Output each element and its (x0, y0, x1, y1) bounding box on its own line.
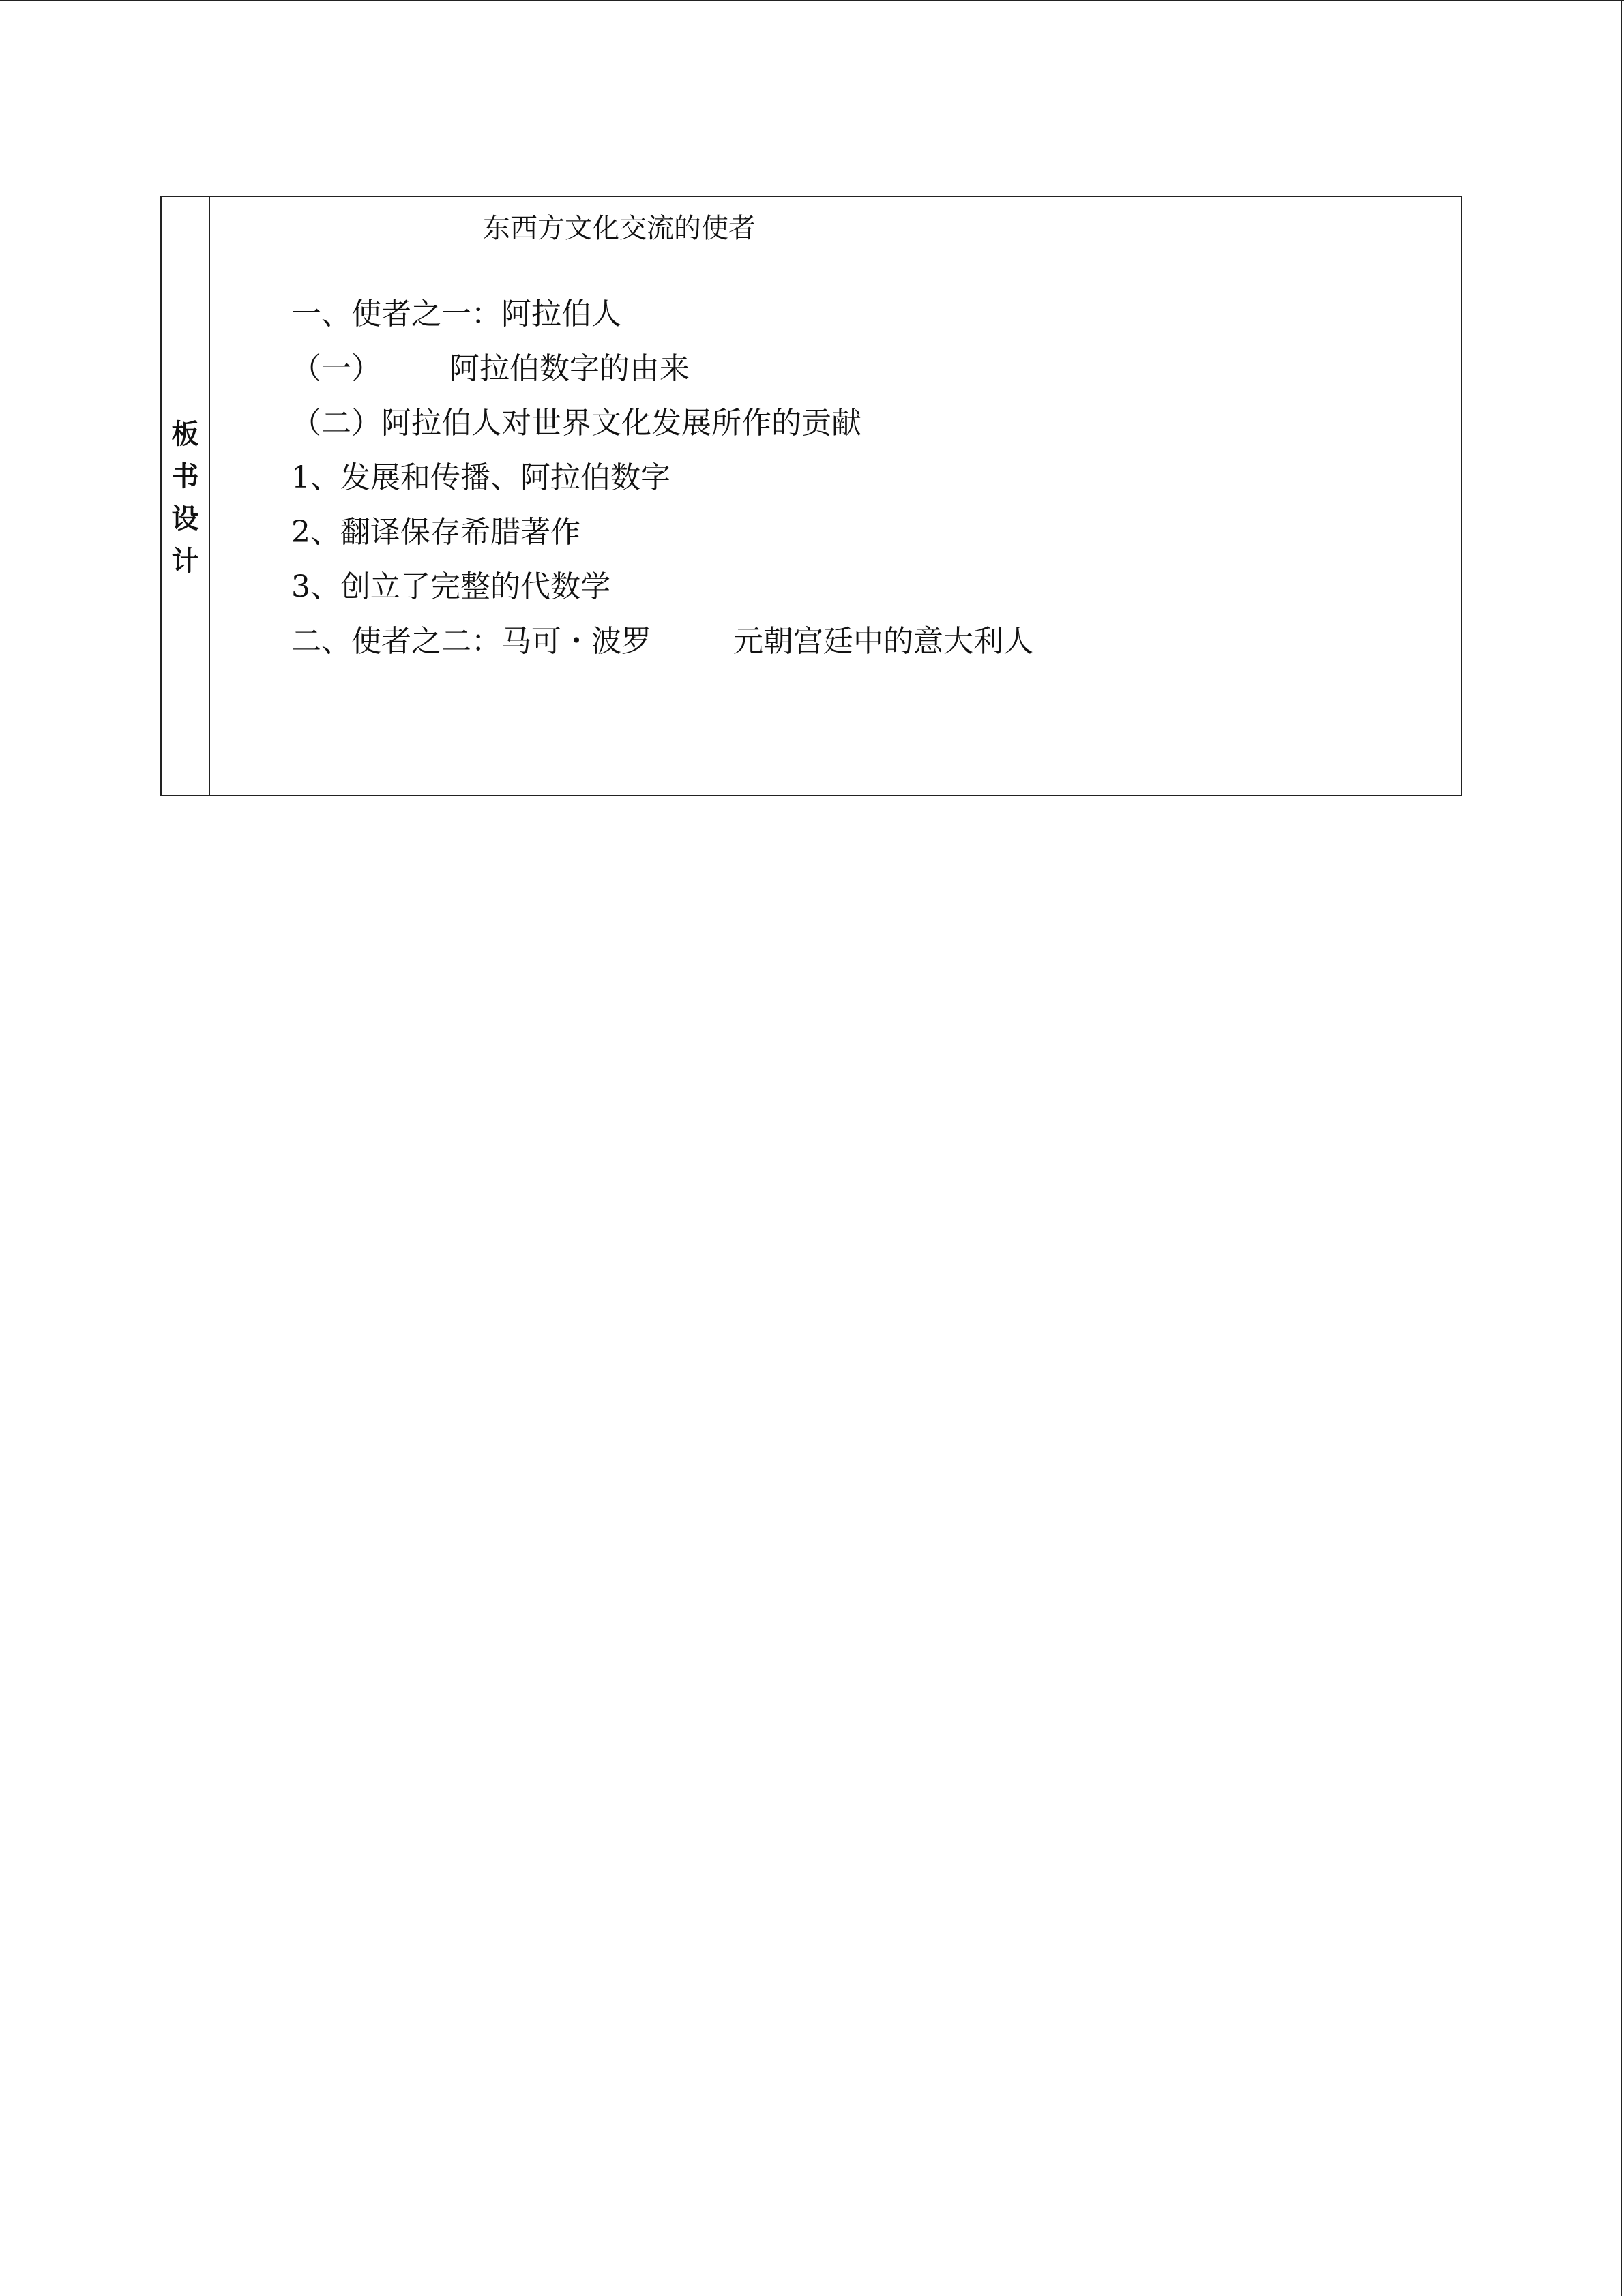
contribution-item-3: 3、创立了完整的代数学 (291, 569, 610, 604)
page-right-border (1621, 0, 1622, 2296)
section-2-heading-note: 元朝宫廷中的意大利人 (733, 624, 1033, 659)
board-design-table (160, 196, 1462, 796)
contribution-item-2: 2、翻译保存希腊著作 (291, 515, 580, 550)
section-1-heading: 一、使者之一：阿拉伯人 (291, 297, 621, 331)
board-design-label-cell (162, 197, 210, 795)
board-design-content-cell (210, 197, 1461, 795)
contribution-item-1: 1、发展和传播、阿拉伯数字 (291, 460, 670, 495)
label-char-3: 设 (171, 503, 199, 535)
label-char-4: 计 (171, 546, 199, 577)
label-char-1: 板 (171, 419, 199, 450)
section-2-heading (291, 625, 1033, 659)
section-2-heading-main: 二、使者之二：马可・波罗 (291, 624, 651, 659)
subsection-1 (291, 352, 690, 386)
board-title: 东西方文化交流的使者 (483, 213, 756, 244)
subsection-2: （二）阿拉伯人对世界文化发展所作的贡献 (291, 406, 861, 441)
page-top-border (0, 0, 1624, 1)
label-char-2: 书 (171, 461, 199, 492)
subsection-1-text: 阿拉伯数字的由来 (449, 351, 690, 386)
subsection-1-prefix: （一） (291, 351, 381, 386)
